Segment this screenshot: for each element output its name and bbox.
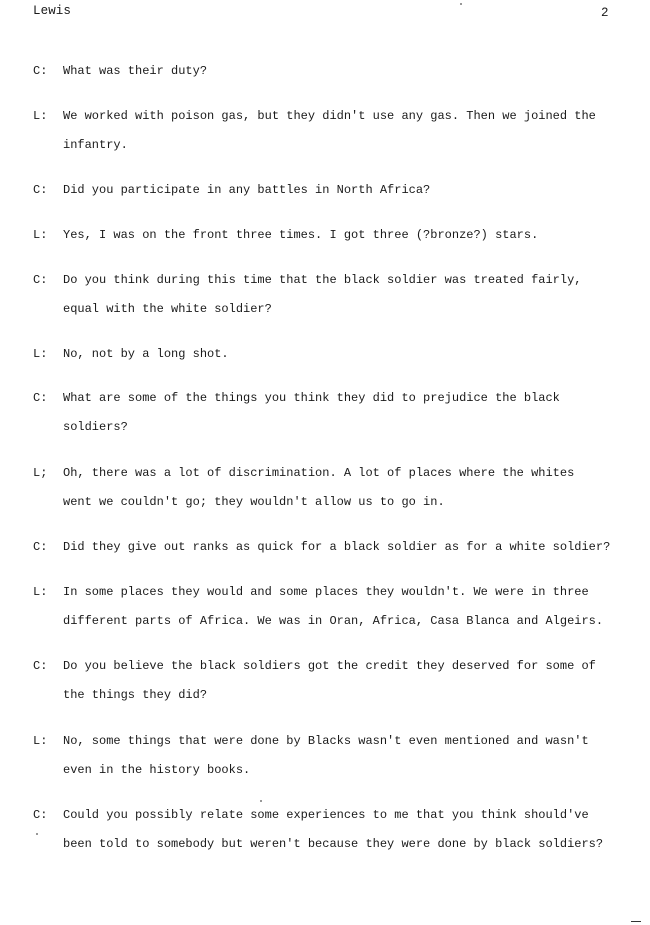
transcript-entry <box>33 221 633 250</box>
transcript-entry <box>33 727 633 785</box>
scan-speck <box>460 3 462 5</box>
text-line: different parts of Africa. We was in Oran, Africa, Casa Blanca and Algeirs. <box>63 614 604 628</box>
scan-speck <box>36 833 38 835</box>
header-interviewee-name: Lewis <box>33 4 72 18</box>
entry-text <box>63 533 633 562</box>
scan-speck <box>260 800 262 802</box>
entry-text <box>63 57 633 86</box>
speaker-label: C: <box>33 64 48 78</box>
text-line: equal with the white soldier? <box>63 302 272 316</box>
speaker-label: C: <box>33 183 48 197</box>
speaker-label: L; <box>33 466 48 480</box>
transcript-entry <box>33 340 633 369</box>
speaker-label: C: <box>33 808 48 822</box>
entry-text <box>63 384 633 442</box>
transcript-entry <box>33 176 633 205</box>
text-line: Did they give out ranks as quick for a black soldier as for a white soldier? <box>63 540 611 554</box>
speaker-label: L: <box>33 228 48 242</box>
speaker-label: C: <box>33 659 48 673</box>
text-line: No, not by a long shot. <box>63 347 229 361</box>
speaker-label: C: <box>33 391 48 405</box>
transcript-entry <box>33 266 633 324</box>
transcript-entry <box>33 578 633 636</box>
entry-text <box>63 652 633 710</box>
text-line: Do you believe the black soldiers got the credit they deserved for some of <box>63 659 596 673</box>
speaker-label: C: <box>33 273 48 287</box>
entry-text <box>63 266 633 324</box>
transcript-entry <box>33 801 633 859</box>
entry-text <box>63 727 633 785</box>
page-number: 2 <box>601 6 609 20</box>
speaker-label: C: <box>33 540 48 554</box>
text-line: Did you participate in any battles in North Africa? <box>63 183 431 197</box>
transcript-entry <box>33 652 633 710</box>
entry-text <box>63 459 633 517</box>
transcript-entry <box>33 533 633 562</box>
text-line: No, some things that were done by Blacks wasn't even mentioned and wasn't <box>63 734 589 748</box>
text-line: went we couldn't go; they wouldn't allow us to go in. <box>63 495 445 509</box>
entry-text <box>63 340 633 369</box>
entry-text <box>63 578 633 636</box>
entry-text <box>63 102 633 160</box>
text-line: We worked with poison gas, but they didn't use any gas. Then we joined the <box>63 109 596 123</box>
entry-text <box>63 221 633 250</box>
transcript-entry <box>33 57 633 86</box>
text-line: even in the history books. <box>63 763 251 777</box>
entry-text <box>63 801 633 859</box>
transcript-entry <box>33 459 633 517</box>
speaker-label: L: <box>33 734 48 748</box>
speaker-label: L: <box>33 109 48 123</box>
text-line: soldiers? <box>63 420 128 434</box>
text-line: Oh, there was a lot of discrimination. A lot of places where the whites <box>63 466 575 480</box>
text-line: Could you possibly relate some experiences to me that you think should've <box>63 808 589 822</box>
text-line: the things they did? <box>63 688 208 702</box>
text-line: infantry. <box>63 138 128 152</box>
text-line: Do you think during this time that the black soldier was treated fairly, <box>63 273 582 287</box>
transcript-entry <box>33 102 633 160</box>
speaker-label: L: <box>33 585 48 599</box>
text-line: What was their duty? <box>63 64 208 78</box>
text-line: What are some of the things you think they did to prejudice the black <box>63 391 560 405</box>
text-line: been told to somebody but weren't because they were done by black soldiers? <box>63 837 604 851</box>
entry-text <box>63 176 633 205</box>
text-line: Yes, I was on the front three times. I got three (?bronze?) stars. <box>63 228 539 242</box>
speaker-label: L: <box>33 347 48 361</box>
page-edge-mark <box>631 921 641 922</box>
transcript-entry <box>33 384 633 442</box>
text-line: In some places they would and some places they wouldn't. We were in three <box>63 585 589 599</box>
